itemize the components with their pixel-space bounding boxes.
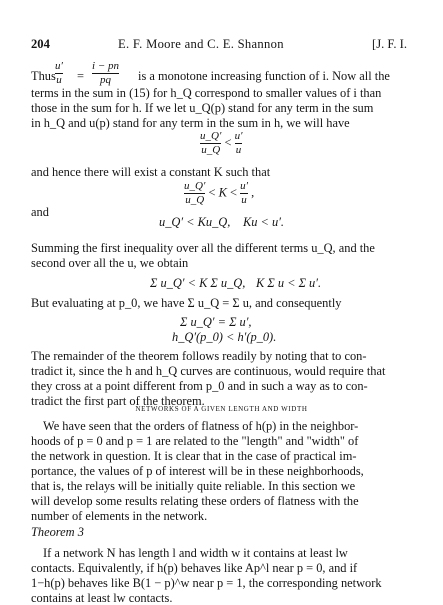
text-line: But evaluating at p_0, we have Σ u_Q = Σ u, and consequently [31, 296, 342, 310]
text-line: and hence there will exist a constant K such that [31, 165, 271, 179]
text-line: contains at least lw contacts. [31, 591, 173, 605]
display-sum: K Σ u < Σ u′. [256, 276, 322, 290]
text-line: 1−h(p) behaves like B(1 − p)^w near p = 1, the corresponding network [31, 576, 382, 590]
text-line: the network in question. It is clear that in the case of practical im- [31, 449, 357, 463]
constant-k: K [218, 185, 227, 200]
thus-word: Thus [31, 69, 56, 83]
frac-numerator: u′ [234, 130, 243, 142]
text-line: portance, the values of p of interest will be in these neighborhoods, [31, 464, 364, 478]
page-number: 204 [31, 37, 50, 51]
frac-numerator: u_Q′ [184, 180, 206, 192]
text-line: We have seen that the orders of flatness of h(p) in the neighbor- [43, 419, 359, 433]
text-line: second over all the u, we obtain [31, 256, 189, 270]
display-inequality [200, 131, 242, 156]
comma: , [251, 185, 255, 200]
display-sum: Σ u_Q′ < K Σ u_Q, [150, 276, 246, 290]
display-inequality: u_Q′ < Ku_Q, [159, 215, 231, 229]
text-line: If a network N has length l and width w it contains at least lw [43, 546, 348, 560]
text-line: contacts. Equivalently, if h(p) behaves like Ap^l near p = 0, and if [31, 561, 358, 575]
running-authors: E. F. Moore and C. E. Shannon [118, 37, 284, 51]
text-line: tradict the first part of the theorem. [31, 394, 205, 408]
frac-denominator: u [56, 74, 62, 86]
text-line: and [31, 205, 49, 219]
less-than: < [229, 185, 237, 200]
frac-i-pn-over-pq [92, 61, 119, 86]
text-line: number of elements in the network. [31, 509, 208, 523]
text-line: is a monotone increasing function of i. Now all the [138, 69, 390, 83]
text-line: those in the sum for h. If we let u_Q(p) stand for any term in the sum [31, 101, 374, 115]
section-heading: NETWORKS OF A GIVEN LENGTH AND WIDTH [135, 405, 308, 413]
equals-sign: = [77, 69, 84, 83]
frac-numerator: u′ [240, 180, 248, 192]
text-line: will develop some results relating these orders of flatness with the [31, 494, 359, 508]
text-line: in h_Q and u(p) stand for any term in the sum in h, we will have [31, 116, 350, 130]
text-line: Summing the first inequality over all the different terms u_Q, and the [31, 241, 375, 255]
frac-denominator: u_Q [185, 194, 205, 206]
text-line: that is, the relays will be initially quite reliable. In this section we [31, 479, 356, 493]
frac-denominator: u [235, 144, 242, 156]
frac-denominator: pq [99, 74, 111, 86]
frac-u-prime-over-u [55, 61, 63, 86]
text-line: terms in the sum in (15) for h_Q correspond to smaller values of i than [31, 86, 382, 100]
text-line: hoods of p = 0 and p = 1 are related to the "length" and "width" of [31, 434, 359, 448]
frac-denominator: u_Q [201, 144, 221, 156]
frac-numerator: u_Q′ [200, 130, 222, 142]
display-equation: h_Q′(p_0) < h′(p_0). [172, 330, 277, 344]
text-line: they cross at a point different from p_0 and in such a way as to con- [31, 379, 368, 393]
display-inequality [184, 181, 254, 206]
text-line: The remainder of the theorem follows readily by noting that to con- [31, 349, 367, 363]
display-inequality: Ku < u′. [243, 215, 285, 229]
less-than: < [224, 135, 232, 150]
frac-numerator: i − pn [92, 60, 119, 72]
theorem-heading: Theorem 3 [31, 525, 84, 539]
frac-denominator: u [241, 194, 247, 206]
text-line: tradict it, since the h and h_Q curves are continuous, would require that [31, 364, 386, 378]
less-than: < [208, 185, 216, 200]
journal-abbrev: [J. F. I. [372, 37, 408, 51]
display-equation: Σ u_Q′ = Σ u′, [180, 315, 252, 329]
frac-numerator: u′ [55, 60, 63, 72]
